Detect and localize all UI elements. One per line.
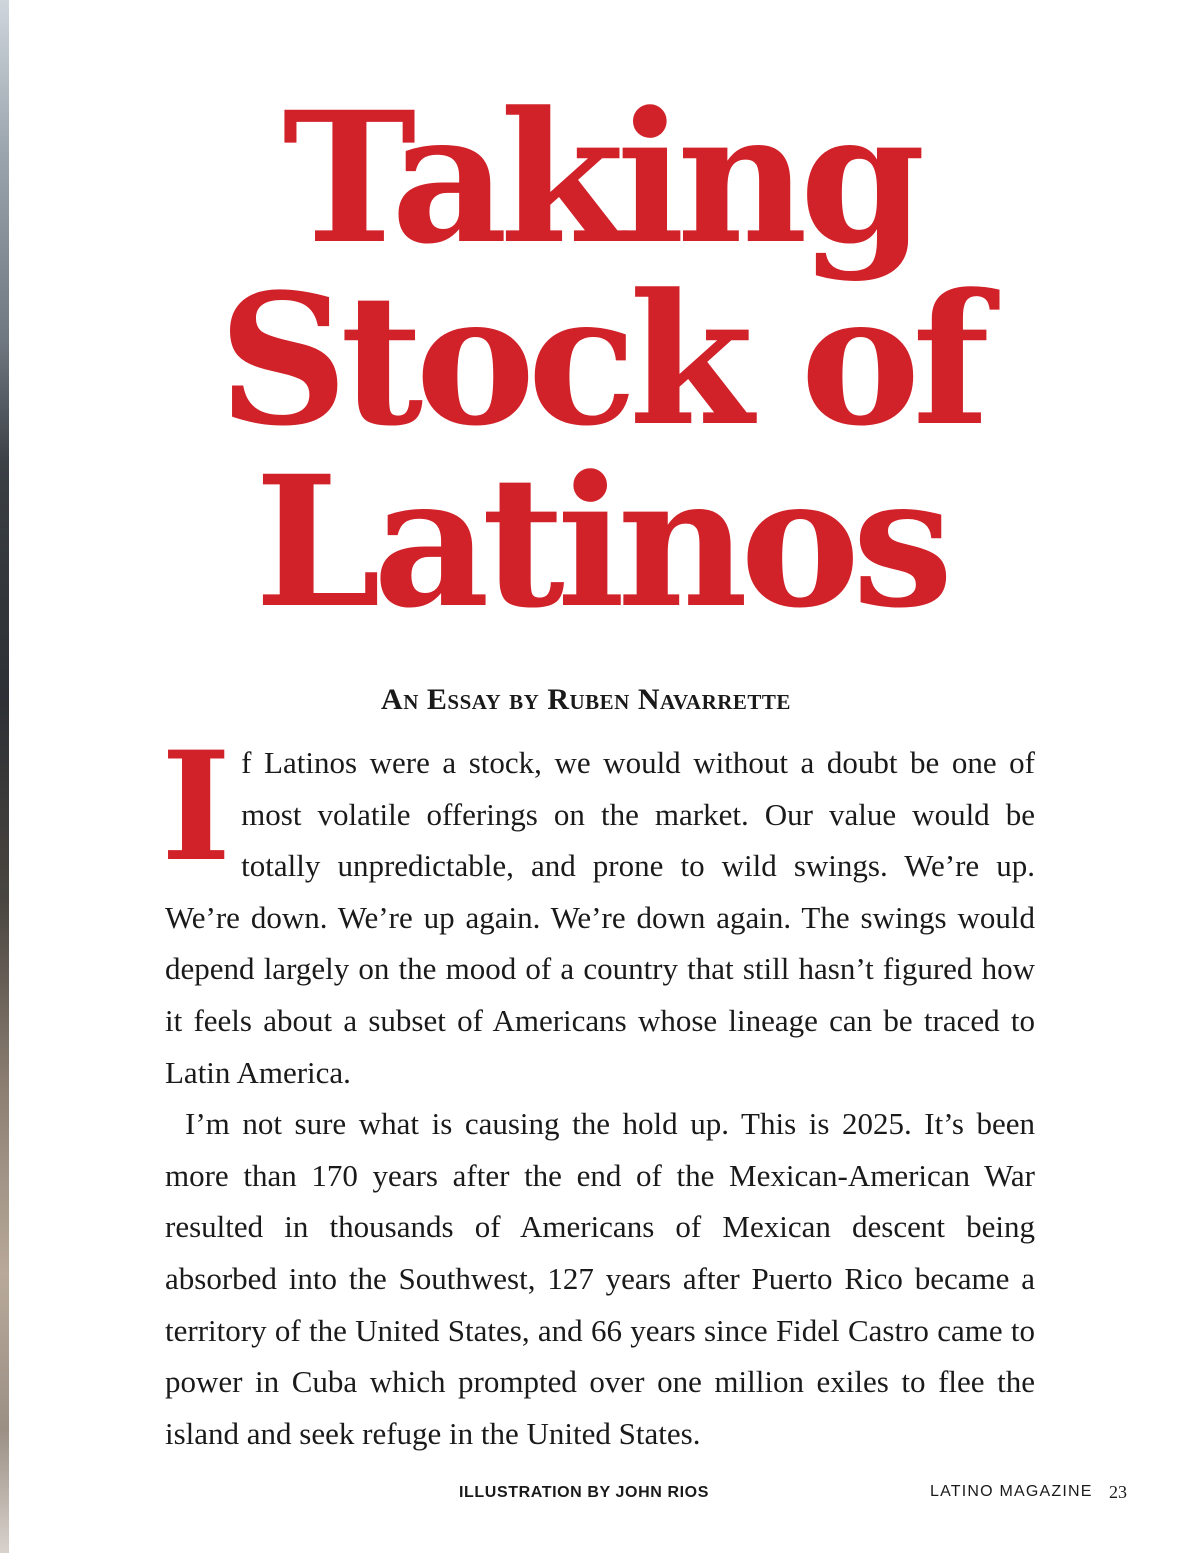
drop-cap: I — [161, 719, 232, 895]
article-body — [161, 719, 1035, 1459]
paragraph-1 — [161, 719, 1035, 1098]
paragraph-2: I’m not sure what is causing the hold up. This is 2025. It’s been more than 170 years after the end of the Mexican-American War resulted in thousands of Americans of Mexican descent being absorbed into the Southwest, 127 years after Puerto Rico became a territory of the United States, and 66 years since Fidel Castro came to power in Cuba which prompted over one million exiles to flee the island and seek refuge in the United States. — [165, 1106, 1035, 1451]
title-line-2: Stock of — [218, 255, 982, 466]
title-line-1: Taking — [282, 73, 918, 284]
illustration-credit: ILLUSTRATION BY JOHN RIOS — [459, 1484, 709, 1501]
byline: An Essay by Ruben Navarrette — [381, 683, 791, 716]
title-line-3: Latinos — [254, 437, 946, 648]
paragraph-1-text: f Latinos were a stock, we would without a doubt be one of most volatile offerings on the market. Our value would be totally unpredictable, and prone to wild swings. We’re up. We’re down. We’re up again. We’re down again. The swings would depend largely on the mood of a country that still hasn’t figured how it feels about a subset of Americans whose lineage can be traced to Latin America. — [165, 745, 1035, 1090]
magazine-name: LATINO MAGAZINE — [930, 1483, 1093, 1500]
page-number: 23 — [1109, 1482, 1127, 1502]
article-title — [0, 73, 1200, 648]
